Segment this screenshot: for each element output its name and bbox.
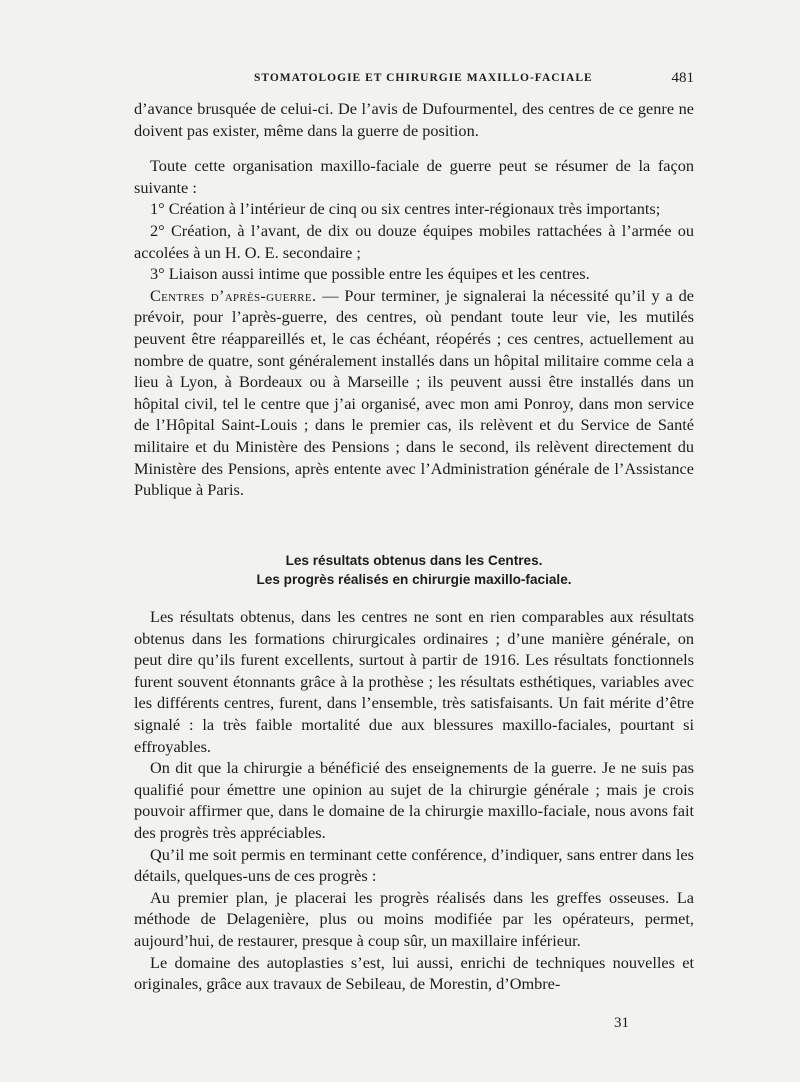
list-item: 3° Liaison aussi intime que possible entre les équipes et les centres. bbox=[150, 264, 590, 284]
section-heading-line-1: Les résultats obtenus dans les Centres. bbox=[285, 553, 543, 568]
signature-mark: 31 bbox=[614, 1015, 629, 1031]
list-item: 1° Création à l’intérieur de cinq ou six centres inter-régionaux très importants; bbox=[150, 199, 661, 219]
paragraph: Au premier plan, je placerai les progrès réalisés dans les greffes osseuses. La méthode de Delagenière, plus ou moins modifiée par les opérateurs, permet, aujourd’hui, de restaurer, presque à coup sûr, un maxillaire inférieur. bbox=[134, 887, 694, 950]
section-heading bbox=[134, 551, 694, 589]
paragraph bbox=[134, 285, 694, 501]
list-item: 2° Création, à l’avant, de dix ou douze équipes mobiles rattachées à l’armée ou accolées à un H. O. E. secondaire ; bbox=[134, 220, 694, 262]
run-in-heading: Centres d’après-guerre. bbox=[150, 285, 317, 305]
paragraph-text: — Pour terminer, je signalerai la nécessité qu’il y a de prévoir, pour l’après-guerre, des centres, où pendant toute leur vie, les mutilés peuvent être réappareillés et, le cas échéant, réopérés ; ces centres, actuellement au nombre de quatre, sont généralement installés dans un hôpital militaire comme cela a lieu à Lyon, à Bordeaux ou à Marseille ; ils peuvent aussi être installés dans un hôpital civil, tel le centre que j’ai organisé, avec mon ami Ponroy, dans mon service de l’Hôpital Saint-Louis ; dans le premier cas, ils relèvent et du Service de Santé militaire et du Ministère des Pensions ; dans le second, ils relèvent directement du Ministère des Pensions, après entente avec l’Administration générale de l’Assistance Publique à Paris. bbox=[134, 285, 694, 500]
page-number: 481 bbox=[671, 70, 694, 86]
paragraph: Le domaine des autoplasties s’est, lui aussi, enrichi de techniques nouvelles et originales, grâce aux travaux de Sebileau, de Morestin, d’Ombre- bbox=[134, 952, 694, 994]
running-head bbox=[134, 70, 694, 90]
paragraph: On dit que la chirurgie a bénéficié des enseignements de la guerre. Je ne suis pas qualifié pour émettre une opinion au sujet de la chirurgie générale ; mais je crois pouvoir affirmer que, dans le domaine de la chirurgie maxillo-faciale, nous avons fait des progrès très appréciables. bbox=[134, 758, 694, 842]
paragraph: d’avance brusquée de celui-ci. De l’avis de Dufourmentel, des centres de ce genre ne doivent pas exister, même dans la guerre de position. bbox=[134, 99, 694, 140]
paragraph: Les résultats obtenus, dans les centres ne sont en rien comparables aux résultats obtenus dans les formations chirurgicales ordinaires ; d’une manière générale, on peut dire qu’ils furent excellents, surtout à partir de 1916. Les résultats fonctionnels furent souvent étonnants grâce à la prothèse ; les résultats esthétiques, variables avec les différents centres, furent, dans l’ensemble, très satisfaisants. Un fait mérite d’être signalé : la très faible mortalité due aux blessures maxillo-faciales, pourtant si effroyables. bbox=[134, 607, 694, 756]
body-text-bottom bbox=[134, 606, 694, 995]
paragraph: Toute cette organisation maxillo-faciale de guerre peut se résumer de la façon suivante : bbox=[134, 156, 694, 197]
paragraph: Qu’il me soit permis en terminant cette conférence, d’indiquer, sans entrer dans les détails, quelques-uns de ces progrès : bbox=[134, 844, 694, 886]
running-title: STOMATOLOGIE ET CHIRURGIE MAXILLO-FACIALE bbox=[254, 72, 593, 84]
body-text-top bbox=[134, 98, 694, 501]
section-heading-line-2: Les progrès réalisés en chirurgie maxillo-faciale. bbox=[256, 572, 572, 587]
